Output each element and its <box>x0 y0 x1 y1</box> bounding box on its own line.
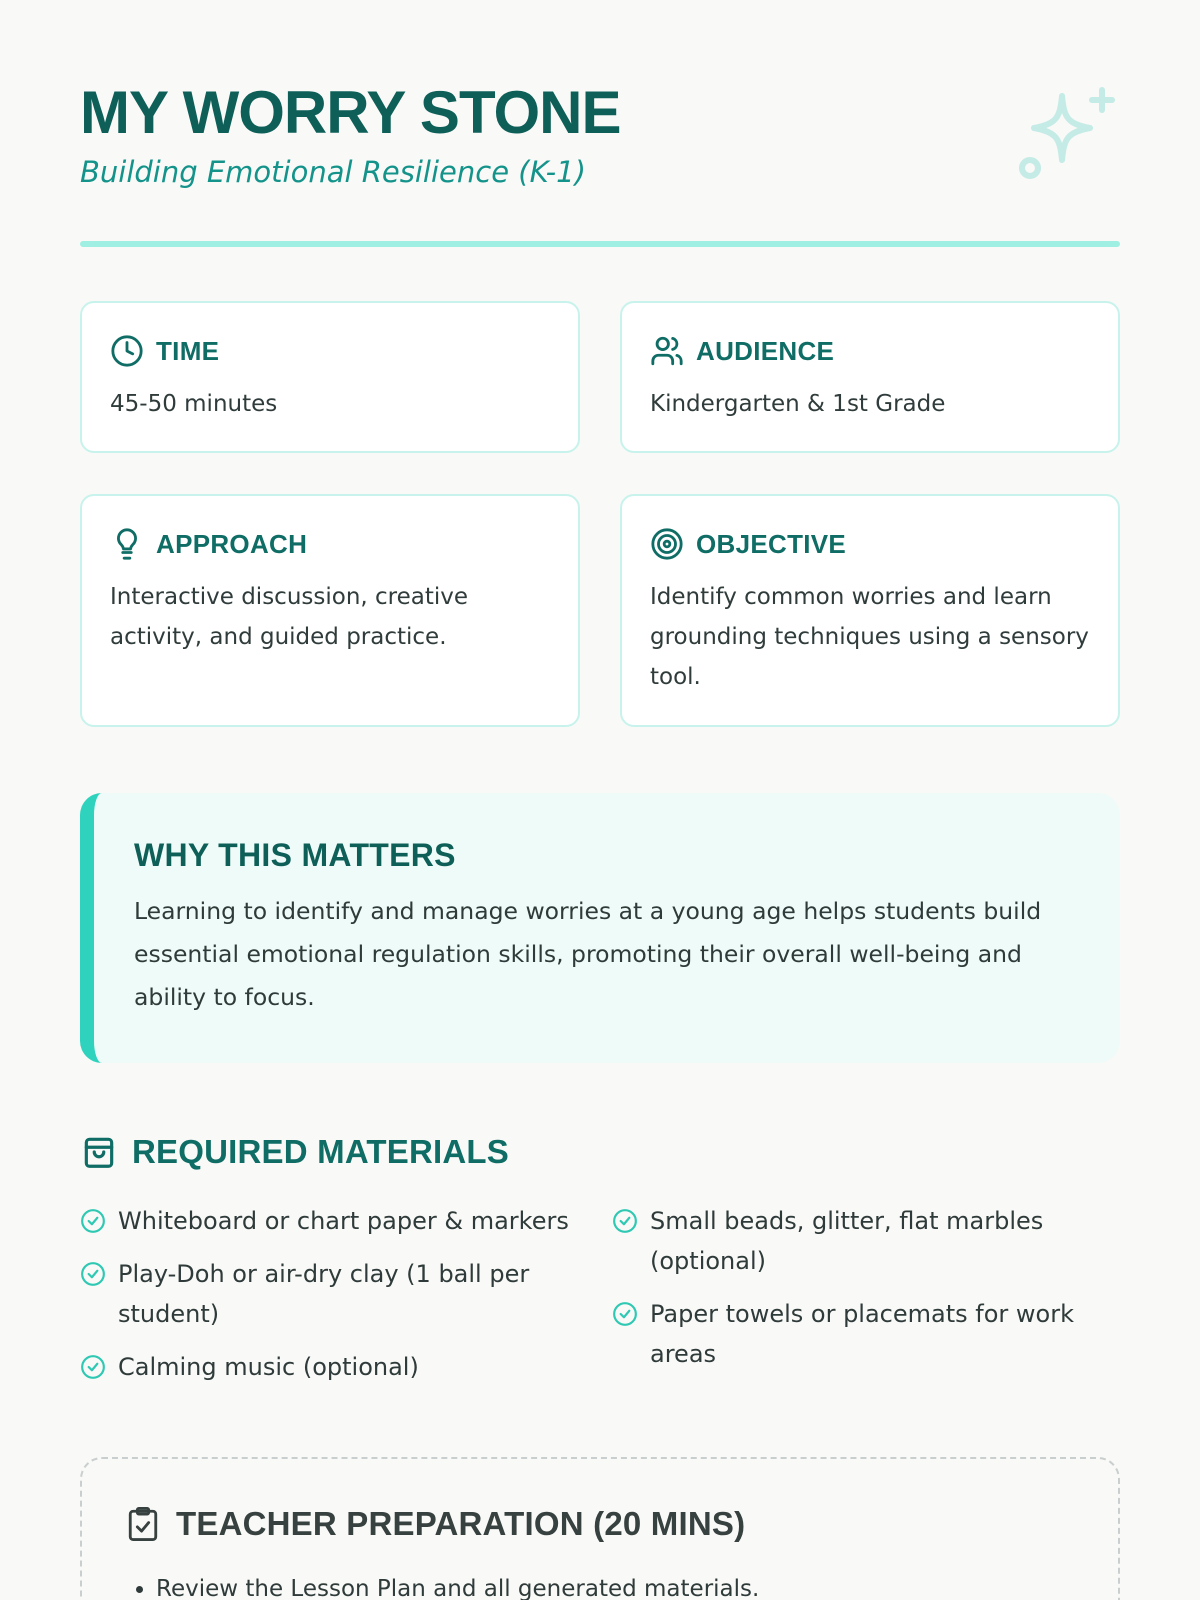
material-text: Whiteboard or chart paper & markers <box>118 1207 569 1235</box>
prep-header <box>126 1505 1074 1543</box>
materials-title: REQUIRED MATERIALS <box>132 1133 509 1170</box>
header-divider <box>80 241 1120 247</box>
list-item <box>612 1294 1112 1374</box>
clipboard-check-icon <box>126 1505 160 1543</box>
time-card-body: 45-50 minutes <box>110 391 278 417</box>
material-text: Play-Doh or air-dry clay (1 ball per student) <box>118 1260 530 1328</box>
objective-card-body: Identify common worries and learn grounding techniques using a sensory tool. <box>650 584 1089 690</box>
lightbulb-icon <box>110 527 144 561</box>
audience-card-body: Kindergarten & 1st Grade <box>650 391 946 417</box>
material-text: Calming music (optional) <box>118 1353 419 1381</box>
prep-title: TEACHER PREPARATION (20 MINS) <box>176 1505 746 1542</box>
users-icon <box>650 334 684 368</box>
approach-card-header <box>110 526 550 562</box>
objective-card-title: OBJECTIVE <box>696 528 847 559</box>
check-circle-icon <box>612 1208 638 1234</box>
materials-list-right <box>612 1201 1112 1387</box>
teacher-preparation-section <box>80 1457 1120 1600</box>
target-icon <box>650 527 684 561</box>
sparkle-icon <box>1016 84 1120 188</box>
objective-card-header <box>650 526 1090 562</box>
list-item <box>612 1201 1112 1281</box>
clock-icon <box>110 334 144 368</box>
materials-header <box>80 1133 509 1171</box>
check-circle-icon <box>80 1354 106 1380</box>
check-circle-icon <box>80 1261 106 1287</box>
why-this-matters-callout <box>80 793 1120 1063</box>
prep-list <box>126 1571 1074 1600</box>
time-card-header <box>110 333 550 369</box>
list-item <box>80 1254 580 1334</box>
why-text: Learning to identify and manage worries at a young age helps students build essential emotional regulation skills, promoting their overall well-being and ability to focus. <box>134 897 1042 1011</box>
list-item: • Review the Lesson Plan and all generated materials. <box>156 1571 1074 1600</box>
approach-card-title: APPROACH <box>156 528 308 559</box>
objective-card <box>620 494 1120 727</box>
approach-card-body: Interactive discussion, creative activity, and guided practice. <box>110 584 469 650</box>
time-card-title: TIME <box>156 335 220 366</box>
check-circle-icon <box>612 1301 638 1327</box>
material-text: Paper towels or placemats for work areas <box>650 1300 1074 1368</box>
time-card <box>80 301 580 453</box>
material-text: Small beads, glitter, flat marbles (optional) <box>650 1207 1044 1275</box>
check-circle-icon <box>80 1208 106 1234</box>
list-item <box>80 1347 580 1387</box>
audience-card <box>620 301 1120 453</box>
audience-card-title: AUDIENCE <box>696 335 835 366</box>
list-item <box>80 1201 580 1241</box>
header <box>80 78 1120 190</box>
materials-list-left <box>80 1201 580 1400</box>
page-title: MY WORRY STONE <box>80 79 621 146</box>
audience-card-header <box>650 333 1090 369</box>
approach-card <box>80 494 580 727</box>
why-title: WHY THIS MATTERS <box>134 837 456 873</box>
lesson-plan-page <box>80 0 1120 1600</box>
page-subtitle: Building Emotional Resilience (K-1) <box>80 155 586 189</box>
shopping-bag-icon <box>80 1133 118 1171</box>
